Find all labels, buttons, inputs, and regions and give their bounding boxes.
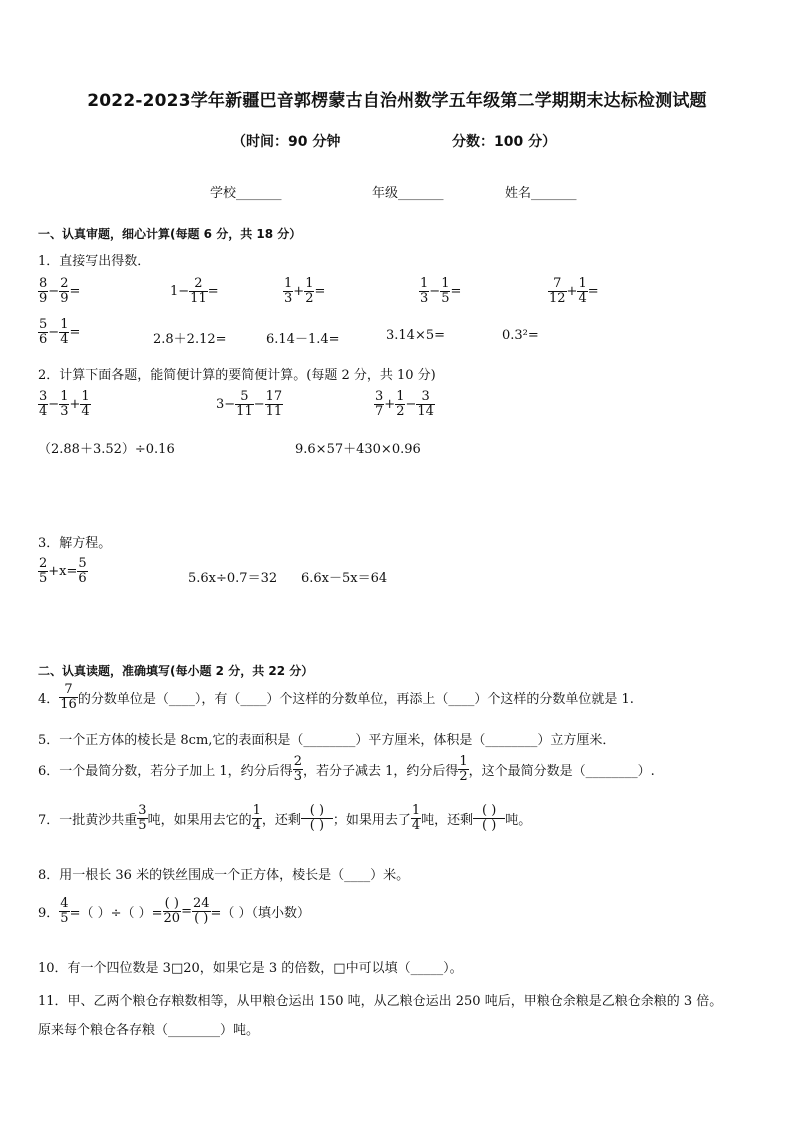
q1-item-9: 3.14×5= [386,328,446,343]
q1-item-10: 0.3²= [502,328,539,343]
question-4: 4． $\frac{7}{16}$ 的分数单位是（____），有（____）个这样的分数单位，再添上（____）个这样的分数单位就是 1. [38,682,634,712]
school-field: 学校_______ [210,186,282,201]
exam-time: （时间：90 分钟 [232,134,341,150]
q2-expr-2: 3− $\frac{5}{11}$ − $\frac{17}{11}$ [216,389,283,419]
q1-item-5: $\frac{7}{12}$ + $\frac{1}{4}$ = [549,276,599,306]
q3-equation-3: 6.6x－5x＝64 [301,571,388,586]
exam-score: 分数：100 分） [452,134,557,150]
q2-expr-4: （2.88＋3.52）÷0.16 [38,442,175,457]
q2-expr-1: $\frac{3}{4}$ − $\frac{1}{3}$ + $\frac{1}{4}$ [39,389,90,419]
question-7: 7．一批黄沙共重 $\frac{3}{5}$ 吨，如果用去它的 $\frac{1}{4}$ ，还剩 $\frac{( )}{( )}$ ；如果用去了 $\frac{1}{4}$ 吨，还剩 $\frac{( )}{( )}$ 吨。 [38,803,532,833]
q2-expr-3: $\frac{3}{7}$ + $\frac{1}{2}$ − $\frac{3}{14}$ [375,389,434,419]
name-field: 姓名_______ [505,186,577,201]
q1-item-3: $\frac{1}{3}$ + $\frac{1}{2}$ = [284,276,326,306]
q1-item-6: $\frac{5}{6}$ − $\frac{1}{4}$ = [39,317,81,347]
question-9: 9． $\frac{4}{5}$ =（ ）÷（ ）= $\frac{( )}{20}$ = $\frac{24}{( )}$ =（ ）（填小数） [38,896,311,926]
question-1-stem: 1．直接写出得数． [38,254,151,269]
q3-equation-2: 5.6x÷0.7＝32 [188,571,278,586]
q1-item-7: 2.8＋2.12= [153,332,227,347]
question-3-stem: 3．解方程。 [38,536,112,551]
question-11-line-2: 原来每个粮仓各存粮（________）吨。 [38,1023,260,1038]
question-5: 5．一个正方体的棱长是 8cm,它的表面积是（________）平方厘米，体积是（________）立方厘米． [38,733,616,748]
question-10: 10．有一个四位数是 3□20，如果它是 3 的倍数，□中可以填（_____）。 [38,961,463,976]
q1-item-1: $\frac{8}{9}$ − $\frac{2}{9}$ = [39,276,81,306]
question-2-stem: 2．计算下面各题，能简便计算的要简便计算。(每题 2 分，共 10 分) [38,368,436,383]
q3-equation-1: $\frac{2}{5}$ +x= $\frac{5}{6}$ [39,556,87,586]
q1-item-8: 6.14－1.4= [266,332,340,347]
q2-expr-5: 9.6×57＋430×0.96 [295,442,421,457]
section-1-heading: 一、认真审题，细心计算(每题 6 分，共 18 分） [38,227,302,241]
q1-item-4: $\frac{1}{3}$ − $\frac{1}{5}$ = [420,276,462,306]
section-2-heading: 二、认真读题，准确填写(每小题 2 分，共 22 分） [38,664,314,678]
question-6: 6．一个最简分数，若分子加上 1，约分后得 $\frac{2}{3}$ ，若分子减去 1，约分后得 $\frac{1}{2}$ ，这个最简分数是（________）. [38,754,655,784]
question-11-line-1: 11．甲、乙两个粮仓存粮数相等，从甲粮仓运出 150 吨，从乙粮仓运出 250 吨后，甲粮仓余粮是乙粮仓余粮的 3 倍。 [38,994,723,1009]
question-8: 8．用一根长 36 米的铁丝围成一个正方体，棱长是（____）米。 [38,868,410,883]
page-title: 2022-2023学年新疆巴音郭楞蒙古自治州数学五年级第二学期期末达标检测试题 [87,91,707,111]
grade-field: 年级_______ [372,186,444,201]
q1-item-2: 1− $\frac{2}{11}$ = [170,276,219,306]
